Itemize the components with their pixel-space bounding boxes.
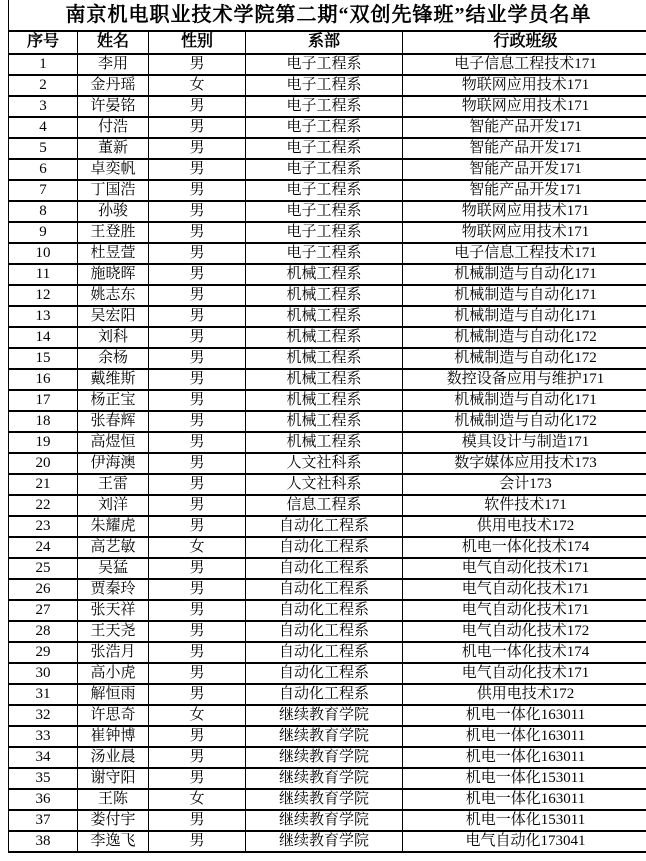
department-cell: 电子工程系 xyxy=(246,159,403,180)
name-cell: 伊海澳 xyxy=(78,453,149,474)
department-cell: 自动化工程系 xyxy=(246,537,403,558)
header-department: 系部 xyxy=(246,31,403,54)
roster-table xyxy=(8,0,646,853)
class-cell: 机电一体化163011 xyxy=(403,726,646,747)
class-cell: 软件技术171 xyxy=(403,495,646,516)
department-cell: 自动化工程系 xyxy=(246,684,403,705)
department-cell: 电子工程系 xyxy=(246,54,403,75)
department-cell: 自动化工程系 xyxy=(246,558,403,579)
serial-cell: 31 xyxy=(9,684,78,705)
gender-cell: 女 xyxy=(149,537,246,558)
serial-cell: 19 xyxy=(9,432,78,453)
table-row xyxy=(9,789,646,810)
header-serial: 序号 xyxy=(9,31,78,54)
serial-cell: 30 xyxy=(9,663,78,684)
header-gender: 性别 xyxy=(149,31,246,54)
table-row xyxy=(9,453,646,474)
serial-cell: 15 xyxy=(9,348,78,369)
name-cell: 杜昱萱 xyxy=(78,243,149,264)
name-cell: 朱耀虎 xyxy=(78,516,149,537)
name-cell: 高小虎 xyxy=(78,663,149,684)
table-row xyxy=(9,726,646,747)
department-cell: 机械工程系 xyxy=(246,264,403,285)
name-cell: 卓奕帆 xyxy=(78,159,149,180)
department-cell: 自动化工程系 xyxy=(246,600,403,621)
department-cell: 人文社科系 xyxy=(246,453,403,474)
name-cell: 谢守阳 xyxy=(78,768,149,789)
serial-cell: 24 xyxy=(9,537,78,558)
serial-cell: 26 xyxy=(9,579,78,600)
name-cell: 许思奇 xyxy=(78,705,149,726)
serial-cell: 11 xyxy=(9,264,78,285)
gender-cell: 男 xyxy=(149,495,246,516)
serial-cell: 33 xyxy=(9,726,78,747)
gender-cell: 男 xyxy=(149,243,246,264)
department-cell: 自动化工程系 xyxy=(246,621,403,642)
table-row xyxy=(9,264,646,285)
gender-cell: 男 xyxy=(149,54,246,75)
serial-cell: 28 xyxy=(9,621,78,642)
gender-cell: 男 xyxy=(149,411,246,432)
class-cell: 机械制造与自动化171 xyxy=(403,285,646,306)
gender-cell: 男 xyxy=(149,810,246,831)
table-row xyxy=(9,201,646,222)
table-row xyxy=(9,642,646,663)
name-cell: 吴猛 xyxy=(78,558,149,579)
serial-cell: 13 xyxy=(9,306,78,327)
department-cell: 自动化工程系 xyxy=(246,642,403,663)
name-cell: 崔钟博 xyxy=(78,726,149,747)
class-cell: 电气自动化技术171 xyxy=(403,600,646,621)
serial-cell: 7 xyxy=(9,180,78,201)
table-row xyxy=(9,516,646,537)
gender-cell: 男 xyxy=(149,768,246,789)
department-cell: 继续教育学院 xyxy=(246,810,403,831)
gender-cell: 男 xyxy=(149,474,246,495)
department-cell: 自动化工程系 xyxy=(246,516,403,537)
name-cell: 刘科 xyxy=(78,327,149,348)
name-cell: 施晓晖 xyxy=(78,264,149,285)
document-title: 南京机电职业技术学院第二期“双创先锋班”结业学员名单 xyxy=(9,0,646,31)
class-cell: 机电一体化163011 xyxy=(403,789,646,810)
gender-cell: 男 xyxy=(149,138,246,159)
gender-cell: 男 xyxy=(149,663,246,684)
class-cell: 物联网应用技术171 xyxy=(403,222,646,243)
department-cell: 机械工程系 xyxy=(246,327,403,348)
class-cell: 智能产品开发171 xyxy=(403,138,646,159)
class-cell: 电子信息工程技术171 xyxy=(403,54,646,75)
table-row xyxy=(9,432,646,453)
class-cell: 电气自动化技术171 xyxy=(403,579,646,600)
header-name: 姓名 xyxy=(78,31,149,54)
class-cell: 电气自动化技术171 xyxy=(403,663,646,684)
class-cell: 数控设备应用与维护171 xyxy=(403,369,646,390)
table-row xyxy=(9,705,646,726)
table-row xyxy=(9,558,646,579)
header-class: 行政班级 xyxy=(403,31,646,54)
gender-cell: 女 xyxy=(149,75,246,96)
table-row xyxy=(9,768,646,789)
department-cell: 机械工程系 xyxy=(246,348,403,369)
name-cell: 娄付宇 xyxy=(78,810,149,831)
name-cell: 吴宏阳 xyxy=(78,306,149,327)
table-row xyxy=(9,537,646,558)
gender-cell: 男 xyxy=(149,642,246,663)
serial-cell: 38 xyxy=(9,831,78,852)
department-cell: 电子工程系 xyxy=(246,117,403,138)
class-cell: 供用电技术172 xyxy=(403,684,646,705)
class-cell: 物联网应用技术171 xyxy=(403,75,646,96)
department-cell: 电子工程系 xyxy=(246,96,403,117)
gender-cell: 男 xyxy=(149,453,246,474)
class-cell: 物联网应用技术171 xyxy=(403,201,646,222)
department-cell: 电子工程系 xyxy=(246,201,403,222)
class-cell: 机械制造与自动化171 xyxy=(403,390,646,411)
table-row xyxy=(9,390,646,411)
class-cell: 机械制造与自动化171 xyxy=(403,264,646,285)
table-row xyxy=(9,117,646,138)
department-cell: 电子工程系 xyxy=(246,222,403,243)
table-row xyxy=(9,96,646,117)
class-cell: 智能产品开发171 xyxy=(403,117,646,138)
serial-cell: 2 xyxy=(9,75,78,96)
class-cell: 机械制造与自动化171 xyxy=(403,306,646,327)
gender-cell: 男 xyxy=(149,684,246,705)
class-cell: 电气自动化技术171 xyxy=(403,558,646,579)
department-cell: 继续教育学院 xyxy=(246,747,403,768)
class-cell: 机电一体化163011 xyxy=(403,705,646,726)
class-cell: 会计173 xyxy=(403,474,646,495)
name-cell: 汤业晨 xyxy=(78,747,149,768)
department-cell: 电子工程系 xyxy=(246,243,403,264)
class-cell: 智能产品开发171 xyxy=(403,180,646,201)
table-row xyxy=(9,474,646,495)
gender-cell: 男 xyxy=(149,348,246,369)
department-cell: 机械工程系 xyxy=(246,369,403,390)
department-cell: 电子工程系 xyxy=(246,180,403,201)
serial-cell: 18 xyxy=(9,411,78,432)
name-cell: 贾秦玲 xyxy=(78,579,149,600)
serial-cell: 21 xyxy=(9,474,78,495)
table-row xyxy=(9,348,646,369)
class-cell: 模具设计与制造171 xyxy=(403,432,646,453)
serial-cell: 36 xyxy=(9,789,78,810)
department-cell: 继续教育学院 xyxy=(246,726,403,747)
table-row xyxy=(9,369,646,390)
gender-cell: 男 xyxy=(149,159,246,180)
gender-cell: 男 xyxy=(149,222,246,243)
gender-cell: 女 xyxy=(149,789,246,810)
name-cell: 高煜恒 xyxy=(78,432,149,453)
name-cell: 杨正宝 xyxy=(78,390,149,411)
name-cell: 高艺敏 xyxy=(78,537,149,558)
table-row xyxy=(9,327,646,348)
serial-cell: 8 xyxy=(9,201,78,222)
name-cell: 王雷 xyxy=(78,474,149,495)
table-row xyxy=(9,222,646,243)
class-cell: 机械制造与自动化172 xyxy=(403,348,646,369)
gender-cell: 男 xyxy=(149,117,246,138)
name-cell: 张春辉 xyxy=(78,411,149,432)
class-cell: 机械制造与自动化172 xyxy=(403,411,646,432)
gender-cell: 男 xyxy=(149,369,246,390)
class-cell: 智能产品开发171 xyxy=(403,159,646,180)
serial-cell: 10 xyxy=(9,243,78,264)
table-row xyxy=(9,663,646,684)
class-cell: 机电一体化技术174 xyxy=(403,642,646,663)
gender-cell: 男 xyxy=(149,621,246,642)
department-cell: 机械工程系 xyxy=(246,306,403,327)
gender-cell: 男 xyxy=(149,600,246,621)
table-row xyxy=(9,159,646,180)
table-row xyxy=(9,831,646,852)
department-cell: 机械工程系 xyxy=(246,285,403,306)
gender-cell: 女 xyxy=(149,705,246,726)
serial-cell: 29 xyxy=(9,642,78,663)
serial-cell: 34 xyxy=(9,747,78,768)
gender-cell: 男 xyxy=(149,579,246,600)
name-cell: 付浩 xyxy=(78,117,149,138)
gender-cell: 男 xyxy=(149,747,246,768)
gender-cell: 男 xyxy=(149,516,246,537)
serial-cell: 14 xyxy=(9,327,78,348)
table-row xyxy=(9,180,646,201)
gender-cell: 男 xyxy=(149,831,246,852)
department-cell: 自动化工程系 xyxy=(246,663,403,684)
table-row xyxy=(9,621,646,642)
table-row xyxy=(9,579,646,600)
name-cell: 王登胜 xyxy=(78,222,149,243)
gender-cell: 男 xyxy=(149,558,246,579)
title-row xyxy=(9,0,646,31)
table-row xyxy=(9,411,646,432)
class-cell: 机电一体化153011 xyxy=(403,810,646,831)
department-cell: 继续教育学院 xyxy=(246,768,403,789)
table-row xyxy=(9,243,646,264)
class-cell: 机电一体化153011 xyxy=(403,768,646,789)
name-cell: 李逸飞 xyxy=(78,831,149,852)
table-row xyxy=(9,138,646,159)
gender-cell: 男 xyxy=(149,180,246,201)
name-cell: 解恒雨 xyxy=(78,684,149,705)
serial-cell: 12 xyxy=(9,285,78,306)
serial-cell: 17 xyxy=(9,390,78,411)
name-cell: 金丹瑶 xyxy=(78,75,149,96)
gender-cell: 男 xyxy=(149,306,246,327)
table-row xyxy=(9,54,646,75)
header-row xyxy=(9,31,646,54)
class-cell: 电子信息工程技术171 xyxy=(403,243,646,264)
class-cell: 电气自动化173041 xyxy=(403,831,646,852)
serial-cell: 6 xyxy=(9,159,78,180)
table-row xyxy=(9,75,646,96)
department-cell: 人文社科系 xyxy=(246,474,403,495)
name-cell: 张浩月 xyxy=(78,642,149,663)
gender-cell: 男 xyxy=(149,201,246,222)
department-cell: 继续教育学院 xyxy=(246,789,403,810)
serial-cell: 25 xyxy=(9,558,78,579)
table-row xyxy=(9,600,646,621)
class-cell: 机电一体化技术174 xyxy=(403,537,646,558)
class-cell: 供用电技术172 xyxy=(403,516,646,537)
name-cell: 董新 xyxy=(78,138,149,159)
serial-cell: 5 xyxy=(9,138,78,159)
serial-cell: 22 xyxy=(9,495,78,516)
department-cell: 继续教育学院 xyxy=(246,831,403,852)
department-cell: 电子工程系 xyxy=(246,138,403,159)
serial-cell: 9 xyxy=(9,222,78,243)
table-row xyxy=(9,285,646,306)
name-cell: 李用 xyxy=(78,54,149,75)
name-cell: 戴维斯 xyxy=(78,369,149,390)
name-cell: 许晏铭 xyxy=(78,96,149,117)
serial-cell: 3 xyxy=(9,96,78,117)
name-cell: 余杨 xyxy=(78,348,149,369)
gender-cell: 男 xyxy=(149,327,246,348)
name-cell: 丁国浩 xyxy=(78,180,149,201)
gender-cell: 男 xyxy=(149,96,246,117)
table-row xyxy=(9,306,646,327)
name-cell: 孙骏 xyxy=(78,201,149,222)
table-row xyxy=(9,495,646,516)
department-cell: 电子工程系 xyxy=(246,75,403,96)
serial-cell: 27 xyxy=(9,600,78,621)
department-cell: 信息工程系 xyxy=(246,495,403,516)
gender-cell: 男 xyxy=(149,390,246,411)
table-row xyxy=(9,684,646,705)
gender-cell: 男 xyxy=(149,726,246,747)
name-cell: 王天尧 xyxy=(78,621,149,642)
serial-cell: 35 xyxy=(9,768,78,789)
class-cell: 数字媒体应用技术173 xyxy=(403,453,646,474)
table-row xyxy=(9,747,646,768)
gender-cell: 男 xyxy=(149,432,246,453)
name-cell: 王陈 xyxy=(78,789,149,810)
class-cell: 物联网应用技术171 xyxy=(403,96,646,117)
class-cell: 机械制造与自动化172 xyxy=(403,327,646,348)
name-cell: 刘洋 xyxy=(78,495,149,516)
class-cell: 机电一体化163011 xyxy=(403,747,646,768)
table-row xyxy=(9,810,646,831)
serial-cell: 23 xyxy=(9,516,78,537)
department-cell: 机械工程系 xyxy=(246,390,403,411)
serial-cell: 16 xyxy=(9,369,78,390)
department-cell: 继续教育学院 xyxy=(246,705,403,726)
serial-cell: 32 xyxy=(9,705,78,726)
department-cell: 自动化工程系 xyxy=(246,579,403,600)
serial-cell: 1 xyxy=(9,54,78,75)
department-cell: 机械工程系 xyxy=(246,411,403,432)
gender-cell: 男 xyxy=(149,285,246,306)
gender-cell: 男 xyxy=(149,264,246,285)
class-cell: 电气自动化技术172 xyxy=(403,621,646,642)
serial-cell: 4 xyxy=(9,117,78,138)
serial-cell: 37 xyxy=(9,810,78,831)
name-cell: 张天祥 xyxy=(78,600,149,621)
department-cell: 机械工程系 xyxy=(246,432,403,453)
table-body xyxy=(9,54,646,852)
name-cell: 姚志东 xyxy=(78,285,149,306)
serial-cell: 20 xyxy=(9,453,78,474)
